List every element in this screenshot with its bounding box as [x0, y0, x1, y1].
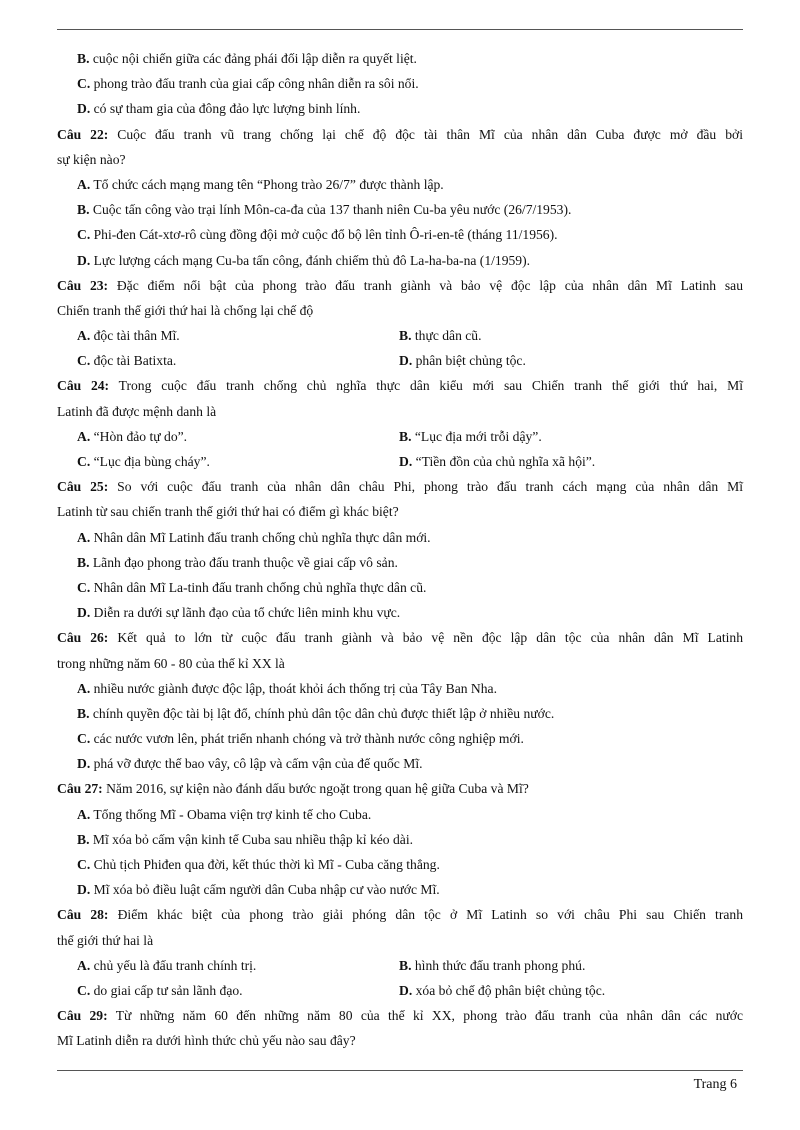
option-letter: D. — [77, 252, 91, 268]
question-text: sự kiện nào? — [57, 151, 126, 167]
question-text: Cuộc đấu tranh vũ trang chống lại chế độ độc tài thân Mĩ của nhân dân Cuba được mở đầu bởi — [117, 126, 743, 142]
option-letter: B. — [399, 328, 412, 344]
question-text: thế giới thứ hai là — [57, 932, 154, 948]
option-letter: C. — [77, 731, 91, 747]
option-line — [57, 96, 743, 121]
option-cell — [399, 323, 723, 348]
question-text: Từ những năm 60 đến những năm 80 của thế kỉ XX, phong trào đấu tranh của nhân dân các nước — [115, 1008, 744, 1024]
option-text: “Hòn đảo tự do”. — [93, 428, 188, 444]
option-letter: C. — [77, 76, 91, 92]
option-letter: A. — [77, 957, 91, 973]
option-letter: B. — [399, 957, 412, 973]
question-line — [57, 147, 743, 172]
option-letter: A. — [77, 529, 91, 545]
option-text: “Lục địa mới trỗi dậy”. — [414, 428, 542, 444]
option-letter: D. — [399, 454, 413, 469]
option-letter: C. — [77, 454, 91, 469]
question-text: Kết quả to lớn từ cuộc đấu tranh giành và bảo vệ nền độc lập dân tộc của nhân dân Mĩ Latinh — [117, 630, 743, 646]
option-letter: A. — [77, 680, 91, 696]
option-letter: C. — [77, 353, 91, 369]
question-text: Năm 2016, sự kiện nào đánh dấu bước ngoặt trong quan hệ giữa Cuba và Mĩ? — [106, 781, 529, 797]
question-line — [57, 1003, 743, 1028]
option-row — [57, 424, 743, 449]
question-text: Chiến tranh thế giới thứ hai là chống lại chế độ — [57, 302, 314, 318]
question-line — [57, 122, 743, 147]
option-text: phá vỡ được thế bao vây, cô lập và cấm vận của đế quốc Mĩ. — [93, 756, 423, 772]
option-text: Nhân dân Mĩ Latinh đấu tranh chống chủ nghĩa thực dân mới. — [93, 529, 431, 545]
question-text: Trong cuộc đấu tranh chống chủ nghĩa thực dân kiểu mới sau Chiến tranh thế giới thứ hai, Mĩ — [118, 378, 743, 394]
question-text: Điểm khác biệt của phong trào giải phóng dân tộc ở Mĩ Latinh so với châu Phi sau Chiến tranh — [117, 907, 743, 923]
option-text: hình thức đấu tranh phong phú. — [414, 957, 586, 973]
option-text: “Lục địa bùng cháy”. — [93, 454, 210, 469]
question-line — [57, 928, 743, 953]
question-label: Câu 27: — [57, 781, 103, 797]
option-letter: D. — [77, 756, 91, 772]
option-cell — [57, 978, 399, 1003]
option-cell — [399, 449, 723, 474]
option-cell — [57, 323, 399, 348]
option-text: Cuộc tấn công vào trại lính Môn-ca-đa của 137 thanh niên Cu-ba yêu nước (26/7/1953). — [92, 202, 572, 218]
option-line — [57, 751, 743, 776]
question-line — [57, 474, 743, 499]
option-cell — [57, 953, 399, 978]
option-text: có sự tham gia của đông đảo lực lượng binh lính. — [93, 101, 361, 117]
option-line — [57, 172, 743, 197]
option-cell — [399, 953, 723, 978]
question-text: Latinh đã được mệnh danh là — [57, 403, 217, 419]
question-label: Câu 29: — [57, 1008, 108, 1024]
question-line — [57, 625, 743, 650]
option-letter: B. — [77, 705, 90, 721]
option-text: thực dân cũ. — [414, 328, 482, 344]
option-line — [57, 525, 743, 550]
option-text: phân biệt chủng tộc. — [415, 353, 526, 369]
option-line — [57, 222, 743, 247]
question-label: Câu 23: — [57, 277, 109, 293]
option-line — [57, 575, 743, 600]
option-letter: C. — [77, 227, 91, 243]
option-letter: B. — [77, 554, 90, 570]
option-text: Tổng thống Mĩ - Obama viện trợ kinh tế cho Cuba. — [93, 806, 372, 822]
option-letter: B. — [399, 428, 412, 444]
option-letter: D. — [77, 101, 91, 117]
question-label: Câu 24: — [57, 378, 110, 394]
option-row — [57, 323, 743, 348]
header-rule — [57, 29, 743, 30]
option-cell — [57, 424, 399, 449]
option-row — [57, 978, 743, 1003]
option-line — [57, 197, 743, 222]
option-line — [57, 600, 743, 625]
question-line — [57, 499, 743, 524]
option-row — [57, 449, 743, 474]
option-line — [57, 676, 743, 701]
option-cell — [399, 978, 723, 1003]
question-text: Latinh từ sau chiến tranh thế giới thứ hai có điểm gì khác biệt? — [57, 504, 399, 520]
option-cell — [57, 348, 399, 373]
option-letter: D. — [77, 605, 91, 621]
option-letter: D. — [399, 982, 413, 998]
option-text: các nước vươn lên, phát triển nhanh chóng và trở thành nước công nghiệp mới. — [93, 731, 524, 747]
option-letter: D. — [399, 353, 413, 369]
option-text: chủ yếu là đấu tranh chính trị. — [93, 957, 257, 973]
question-label: Câu 28: — [57, 907, 109, 923]
option-letter: C. — [77, 857, 91, 872]
question-line — [57, 776, 743, 801]
option-cell — [57, 449, 399, 474]
option-letter: C. — [77, 982, 91, 998]
option-line — [57, 726, 743, 751]
option-letter: A. — [77, 806, 91, 822]
question-line — [57, 651, 743, 676]
option-text: Lãnh đạo phong trào đấu tranh thuộc về giai cấp vô sản. — [92, 554, 398, 570]
question-line — [57, 399, 743, 424]
option-letter: A. — [77, 428, 91, 444]
option-line — [57, 802, 743, 827]
option-letter: B. — [77, 831, 90, 847]
option-row — [57, 348, 743, 373]
question-text: So với cuộc đấu tranh của nhân dân châu Phi, phong trào đấu tranh cách mạng của nhân dân Mĩ — [117, 479, 743, 495]
option-cell — [399, 348, 723, 373]
question-label: Câu 26: — [57, 630, 109, 646]
question-text: trong những năm 60 - 80 của thế kỉ XX là — [57, 655, 285, 671]
page-content — [57, 46, 743, 1054]
option-line — [57, 701, 743, 726]
option-text: Nhân dân Mĩ La-tinh đấu tranh chống chủ nghĩa thực dân cũ. — [93, 579, 427, 595]
option-cell — [399, 424, 723, 449]
option-row — [57, 953, 743, 978]
option-text: độc tài thân Mĩ. — [93, 328, 180, 344]
option-letter: A. — [77, 328, 91, 344]
option-text: Lực lượng cách mạng Cu-ba tấn công, đánh chiếm thủ đô La-ha-ba-na (1/1959). — [93, 252, 531, 268]
option-text: phong trào đấu tranh của giai cấp công nhân diễn ra sôi nổi. — [93, 76, 419, 92]
option-text: độc tài Batixta. — [93, 353, 177, 369]
option-letter: C. — [77, 579, 91, 595]
option-text: chính quyền độc tài bị lật đổ, chính phủ dân tộc dân chủ được thiết lập ở nhiều nước. — [92, 705, 555, 721]
option-letter: A. — [77, 176, 91, 192]
question-label: Câu 22: — [57, 126, 109, 142]
option-text: Tổ chức cách mạng mang tên “Phong trào 26/7” được thành lập. — [93, 176, 444, 192]
option-text: “Tiền đồn của chủ nghĩa xã hội”. — [415, 454, 596, 469]
option-text: xóa bỏ chế độ phân biệt chủng tộc. — [415, 982, 606, 998]
footer-rule — [57, 1070, 743, 1071]
question-line — [57, 1028, 743, 1053]
question-text: Mĩ Latinh diễn ra dưới hình thức chủ yếu nào sau đây? — [57, 1033, 356, 1049]
option-text: Phi-đen Cát-xtơ-rô cùng đồng đội mở cuộc đổ bộ lên tỉnh Ô-ri-en-tê (tháng 11/1956). — [93, 227, 558, 243]
option-text: Mĩ xóa bỏ cấm vận kinh tế Cuba sau nhiều thập kỉ kéo dài. — [92, 831, 414, 847]
option-text: Mĩ xóa bỏ điều luật cấm người dân Cuba nhập cư vào nước Mĩ. — [93, 882, 440, 898]
option-text: cuộc nội chiến giữa các đảng phái đối lập diễn ra quyết liệt. — [92, 51, 417, 66]
option-letter: D. — [77, 882, 91, 898]
page-number: Trang 6 — [693, 1077, 737, 1092]
question-line — [57, 902, 743, 927]
question-line — [57, 373, 743, 398]
option-text: Chủ tịch Phiđen qua đời, kết thúc thời kì Mĩ - Cuba căng thẳng. — [93, 857, 440, 872]
question-text: Đặc điểm nổi bật của phong trào đấu tranh giành và bảo vệ độc lập của nhân dân Mĩ Latinh sau — [116, 277, 743, 293]
option-line — [57, 71, 743, 96]
option-letter: B. — [77, 51, 90, 66]
option-text: nhiều nước giành được độc lập, thoát khỏi ách thống trị của Tây Ban Nha. — [93, 680, 497, 696]
option-line — [57, 46, 743, 71]
option-line — [57, 852, 743, 877]
question-line — [57, 298, 743, 323]
question-line — [57, 273, 743, 298]
option-line — [57, 827, 743, 852]
option-line — [57, 550, 743, 575]
question-label: Câu 25: — [57, 479, 109, 495]
option-line — [57, 248, 743, 273]
option-line — [57, 877, 743, 902]
option-letter: B. — [77, 202, 90, 218]
option-text: Diễn ra dưới sự lãnh đạo của tổ chức liên minh khu vực. — [93, 605, 401, 621]
option-text: do giai cấp tư sản lãnh đạo. — [93, 982, 243, 998]
